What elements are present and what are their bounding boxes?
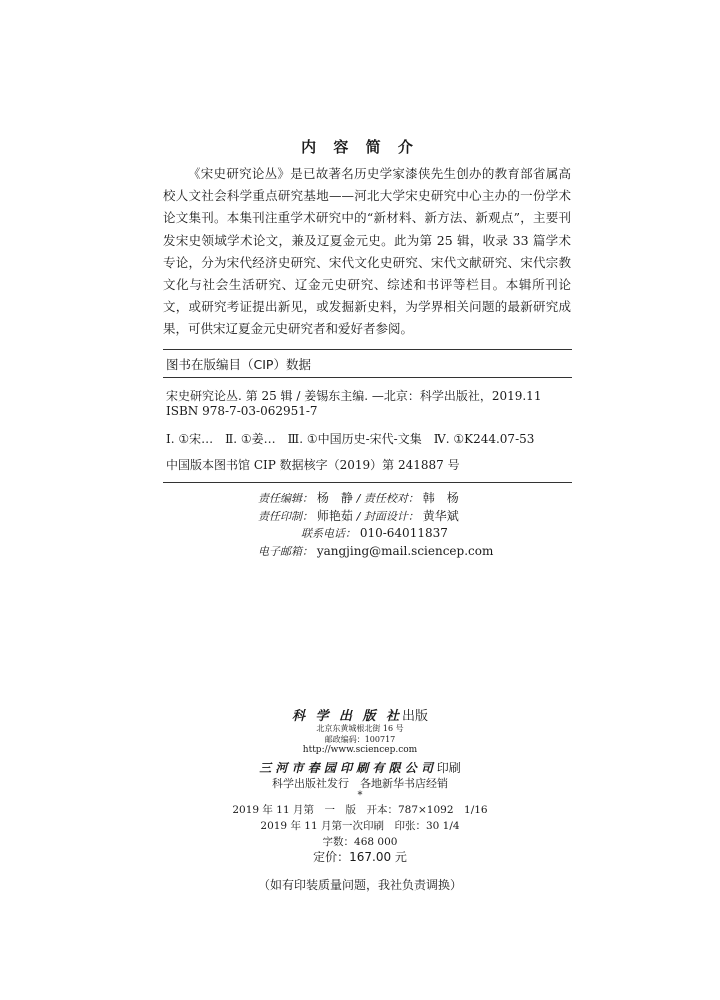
publisher-address: 北京东黄城根北街 16 号 <box>316 724 404 733</box>
edition-line: 2019 年 11 月第 一 版 开本：787×1092 1/16 <box>232 804 488 816</box>
publisher-line <box>0 705 720 724</box>
cip-verification-number: 中国版本图书馆 CIP 数据核字（2019）第 241887 号 <box>166 458 460 472</box>
cip-isbn: ISBN 978-7-03-062951-7 <box>166 404 318 418</box>
price-line: 定价：167.00 元 <box>313 850 407 864</box>
summary-paragraph: 《宋史研究论丛》是已故著名历史学家漆侠先生创办的教育部省属高校人文社会科学重点研究基地——河北大学宋史研究中心主办的一份学术论文集刊。本集刊注重学术研究中的“新材料、新方法、新观点”，主要刊发宋史领域学术论文，兼及辽夏金元史。此为第 25 辑，收录 33 篇学术专论，分为宋代经济史研究、宋代文化史研究、宋代文献研究、宋代宗教文化与社会生活研究、辽金元史研究、综述和书评等栏目。本辑所刊论文，或研究考证提出新见，或发掘新史料，为学界相关问题的最新研究成果，可供宋辽夏金元史研究者和爱好者参阅。 <box>163 166 571 337</box>
editor-label: 责任编辑： <box>258 492 313 505</box>
quality-notice: （如有印装质量问题，我社负责调换） <box>257 878 462 892</box>
cip-heading: 图书在版编目（CIP）数据 <box>166 357 311 372</box>
credits-print-line <box>258 507 459 524</box>
printing-line: 2019 年 11 月第一次印刷 印张：30 1/4 <box>260 820 460 832</box>
print-supervisor-label: 责任印制： <box>258 510 313 523</box>
phone-label: 联系电话： <box>301 527 356 540</box>
proofreader-label: / 责任校对： <box>356 492 419 505</box>
publisher-website: http://www.sciencep.com <box>302 745 418 755</box>
publisher-name: 科 学 出 版 社 <box>291 709 403 724</box>
phone-number: 010-64011837 <box>359 526 448 540</box>
credits-email-line <box>258 543 493 559</box>
credits-phone-line <box>301 525 448 541</box>
summary-text <box>163 163 571 341</box>
editor-name: 杨 静 <box>316 491 353 505</box>
publisher-suffix: 出版 <box>402 709 429 724</box>
cip-bottom-rule <box>163 482 572 483</box>
page-title: 内 容 简 介 <box>301 138 419 156</box>
publisher-postcode: 邮政编码：100717 <box>324 735 396 744</box>
printer-suffix: 印刷 <box>436 761 461 775</box>
cover-designer-name: 黄华斌 <box>422 509 459 523</box>
credits-editor-line <box>258 489 459 506</box>
cip-top-rule <box>163 349 572 350</box>
cip-classification: Ⅰ. ①宋… Ⅱ. ①姜… Ⅲ. ①中国历史-宋代-文集 Ⅳ. ①K244.07-53 <box>166 432 535 446</box>
cip-entry-title: 宋史研究论丛. 第 25 辑 / 姜锡东主编. —北京：科学出版社，2019.11 <box>166 389 542 403</box>
printer-line <box>0 759 720 776</box>
cover-designer-label: / 封面设计： <box>356 510 419 523</box>
separator-star: * <box>357 790 363 801</box>
printer-name: 三 河 市 春 园 印 刷 有 限 公 司 <box>259 761 433 775</box>
cip-heading-rule <box>163 377 572 378</box>
word-count-line: 字数：468 000 <box>322 836 398 848</box>
email-label: 电子邮箱： <box>258 545 313 558</box>
email-address: yangjing@mail.sciencep.com <box>316 544 494 558</box>
distribution-line: 科学出版社发行 各地新华书店经销 <box>272 777 448 790</box>
proofreader-name: 韩 杨 <box>422 491 459 505</box>
print-supervisor-name: 师艳茹 <box>316 509 353 523</box>
